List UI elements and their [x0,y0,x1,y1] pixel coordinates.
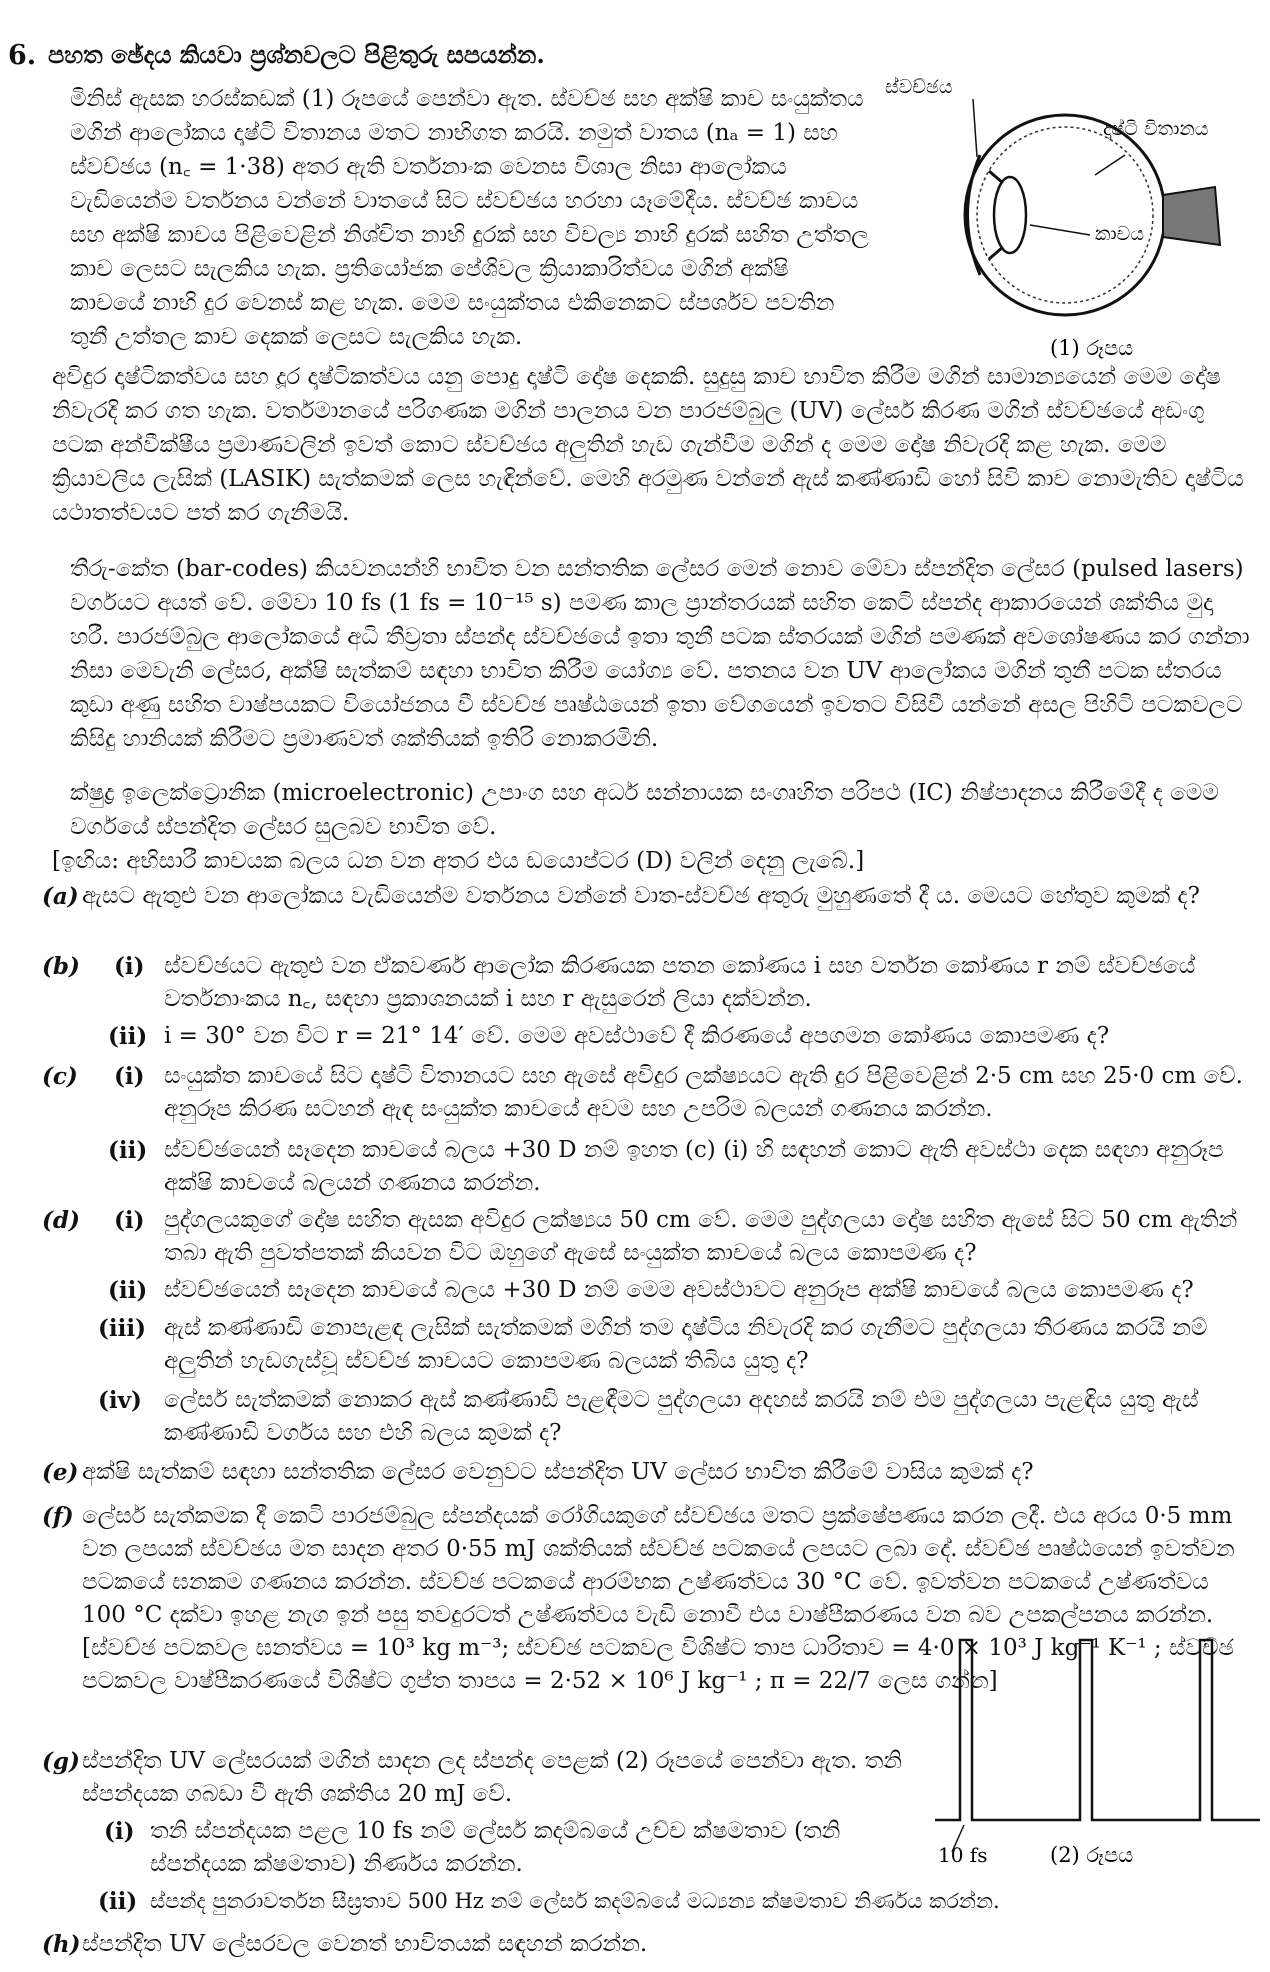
part-b-ii-label: (ii) [108,1023,148,1050]
pointer-retina [1095,155,1125,175]
optic-nerve [1163,187,1220,245]
part-h [42,1928,1257,1962]
pulse-width-label: 10 fs [938,1843,988,1865]
part-g-i-label: (i) [104,1818,135,1845]
part-b [42,950,1257,1050]
part-f-text: ලේසර් සැත්කමක දී කෙටි පාරජම්බුල ස්පන්දයක් රෝගියකුගේ ස්වච්ඡය මතට ප්‍රක්ෂේපණය කරන ලදී. එය අරය 0·5 mm වන ලපයක් ස්වච්ඡය මත සාදන අතර 0·55 mJ ශක්තියක් ස්වච්ඡ පටකයේ ලපයට ලබා දේ. ස්වච්ඡ පෘෂ්ඨයෙන් ඉවත්වන පටකයේ ඝනකම ගණනය කරන්න. ස්වච්ඡ පටකයේ ආරම්භක උෂ්ණත්වය 30 °C වේ. ඉවත්වන පටකයේ උෂ්ණත්වය 100 °C දක්වා ඉහළ නැග ඉන් පසු තවදුරටත් උෂ්ණත්වය වැඩි නොවී එය වාෂ්පීකරණය වන බව උපකල්පනය කරන්න. [ස්වච්ඡ පටකවල ඝනත්වය = 10³ kg m⁻³; ස්වච්ඡ පටකවල විශිෂ්ට තාප ධාරිතාව = 4·0 × 10³ J kg⁻¹ K⁻¹ ; ස්වච්ඡ පටකවල වාෂ්පීකරණයේ විශිෂ්ට ගුප්ත තාපය = 2·52 × 10⁶ J kg⁻¹ ; π = 22/7 ලෙස ගන්න] [82,1503,1235,1694]
part-g-label: (g) [42,1748,80,1775]
part-d-ii-label: (ii) [108,1277,148,1304]
part-d-label: (d) [42,1207,80,1234]
label-cornea: ස්වච්ඡය [885,76,953,98]
part-c-label: (c) [42,1063,78,1090]
question-title: පහත ඡේදය කියවා ප්‍රශ්නවලට පිළිතුරු සපයන්න. [48,40,545,69]
microelectronics-paragraph: ක්ෂුද්‍ර ඉලෙක්ට්‍රොනික (microelectronic) උපාංග සහ අර්ධ සන්නායක සංගෘහිත පරිපථ (IC) නිෂ්පාදනය කිරීමේදී ද මෙම වර්ගයේ ස්පන්දිත ලේසර සුලබව භාවිත වේ. [70,780,1219,840]
pointer-cornea [973,99,977,157]
part-g-ii-label: (ii) [98,1888,138,1915]
part-c-ii-text: ස්වච්ඡයෙන් සෑදෙන කාචයේ බලය +30 D නම් ඉහත (c) (i) හි සඳහන් කොට ඇති අවස්ථා දෙක සඳහා අනුරූප අක්ෂි කාචයේ බලයන් ගණනය කරන්න. [164,1137,1224,1196]
part-f-label: (f) [42,1503,74,1530]
part-e-label: (e) [42,1459,79,1486]
part-b-i-label: (i) [114,953,145,980]
pulse-train-line [935,1640,1260,1820]
part-d-i-label: (i) [114,1207,145,1234]
eye-figure [885,75,1265,365]
question-number: 6. [8,40,37,71]
part-c-i-text: සංයුක්ත කාචයේ සිට දෘෂ්ටි විතානයට සහ ඇසේ අවිදුර ලක්ෂ්‍යයට ඇති දුර පිළිවෙළින් 2·5 cm සහ 25·0 cm වේ. අනුරූප කිරණ සටහන් ඇඳ සංයුක්ත කාචයේ අවම සහ උපරිම බලයන් ගණනය කරන්න. [164,1063,1243,1122]
part-b-i-text: ස්වච්ඡයට ඇතුළු වන ඒකවර්ණ ආලෝක කිරණයක පතන කෝණය i සහ වර්තන කෝණය r නම් ස්වච්ඡයේ වර්තනාංකය n꜀, සඳහා ප්‍රකාශනයක් i සහ r ඇසුරෙන් ලියා දක්වන්න. [164,953,1196,1012]
intro-paragraph: මිනිස් ඇසක හරස්කඩක් (1) රූපයේ පෙන්වා ඇත. ස්වච්ඡ සහ අක්ෂි කාච සංයුක්තය මගින් ආලෝකය දෘෂ්ටි විතානය මතට නාභිගත කරයි. නමුත් වාතය (nₐ = 1) සහ ස්වච්ඡය (n꜀ = 1·38) අතර ඇති වර්තනාංක වෙනස විශාල නිසා ආලෝකය වැඩියෙන්ම වර්තනය වන්නේ වාතයේ සිට ස්වච්ඡය හරහා යෑමේදීය. ස්වච්ඡ කාචය සහ අක්ෂි කාචය පිළිවෙළින් නිශ්චිත නාභි දුරක් සහ විචල්‍ය නාභි දුරක් සහිත උත්තල කාච ලෙසට සැලකිය හැක. ප්‍රතියෝජක පේශිවල ක්‍රියාකාරිත්වය මගින් අක්ෂි කාචයේ නාභි දුර වෙනස් කළ හැක. මෙම සංයුක්තය එකිනෙකට ස්පර්ශව පවතින තුනී උත්තල කාච දෙකක් ලෙසට සැලකිය හැක. [70,86,869,350]
figure2-caption: (2) රූපය [1050,1843,1134,1865]
part-b-label: (b) [42,953,80,980]
part-d-i-text: පුද්ගලයකුගේ දෝෂ සහිත ඇසක අවිදුර ලක්ෂ්‍යය 50 cm වේ. මෙම පුද්ගලයා දෝෂ සහිත ඇසේ සිට 50 cm ඇතින් තබා ඇති පුවත්පතක් කියවන විට ඔහුගේ ඇසේ සංයුක්ත කාචයේ බලය කොපමණ ද? [164,1207,1238,1266]
barcodes-paragraph: තීරු-කේත (bar-codes) කියවනයන්හි භාවිත වන සන්තතික ලේසර මෙන් නොව මේවා ස්පන්දිත ලේසර (pulsed lasers) වර්ගයට අයත් වේ. මේවා 10 fs (1 fs = 10⁻¹⁵ s) පමණ කාල ප්‍රාන්තරයක් සහිත කෙටි ස්පන්ද ආකාරයෙන් ශක්තිය මුදා හරී. පාරජම්බුල ආලෝකයේ අධි තීව්‍රතා ස්පන්ද ස්වච්ඡයේ ඉතා තුනී පටක ස්තරයක් මගින් පමණක් අවශෝෂණය කර ගන්නා නිසා මෙවැනි ලේසර, අක්ෂි සැත්කම් සඳහා භාවිත කිරීම යෝග්‍ය වේ. පතනය වන UV ආලෝකය මගින් තුනී පටක ස්තරය කුඩා අණු සහිත වාෂ්පයකට වියෝජනය වී ස්වච්ඡ පෘෂ්ඨයෙන් ඉතා වේගයෙන් ඉවතට විසිවී යන්නේ අසල පිහිටි පටකවලට කිසිදු හානියක් කිරීමට ප්‍රමාණවත් ශක්තියක් ඉතිරි නොකරමිනි. [70,556,1250,752]
label-retina: දෘෂ්ටි විතානය [1103,118,1209,140]
part-d-iii-text: ඇස් කණ්ණාඩි නොපැළඳ ලැසික් සැත්කමක් මගින් තම දෘෂ්ටිය නිවැරදි කර ගැනීමට පුද්ගලයා තීරණය කරයි නම් අලුතින් හැඩගැස්වූ ස්වච්ඡ කාචයට කොපමණ බලයක් තිබිය යුතු ද? [164,1315,1208,1374]
label-lens: කාචය [1095,223,1145,245]
part-a-text: ඇසට ඇතුළු වන ආලෝකය වැඩියෙන්ම වර්තනය වන්නේ වාත-ස්වච්ඡ අතුරු මුහුණතේ දී ය. මෙයට හේතුව කුමක් ද? [82,883,1200,909]
part-c [42,1060,1257,1210]
part-h-text: ස්පන්දිත UV ලේසරවල වෙනත් භාවිතයක් සඳහන් කරන්න. [82,1931,648,1957]
eye-diagram [885,75,1265,365]
part-g-ii-text: ස්පන්ද පුනරාවර්තන සීඝ්‍රතාව 500 Hz නම් ලේසර් කදම්බයේ මධ්‍යන්‍ය ක්ෂමතාව නිර්ණය කරන්න. [150,1889,1000,1913]
part-g-text: ස්පන්දිත UV ලේසරයක් මගින් සාදන ලද ස්පන්ද පෙළක් (2) රූපයේ පෙන්වා ඇත. තනි ස්පන්දයක ගබඩා වී ඇති ශක්තිය 20 mJ වේ. [82,1748,902,1807]
lens-shape [994,177,1026,253]
part-d-ii-text: ස්වච්ඡයෙන් සෑදෙන කාචයේ බලය +30 D නම් මෙම අවස්ථාවට අනුරූප අක්ෂි කාචයේ බලය කොපමණ ද? [164,1277,1194,1303]
pointer-lens [1030,225,1090,235]
pulse-figure [930,1620,1265,1865]
part-a [42,880,1257,950]
part-c-i-label: (i) [114,1063,145,1090]
defects-paragraph: අවිදුර දෘෂ්ටිකත්වය සහ දූර දෘෂ්ටිකත්වය යනු පොදු දෘෂ්ටි දෝෂ දෙකකි. සුදුසු කාච භාවිත කිරීම මගින් සාමාන්‍යයෙන් මෙම දෝෂ නිවැරදි කර ගත හැක. වර්තමානයේ පරිගණක මගින් පාලනය වන පාරජම්බුල (UV) ලේසර් කිරණ මගින් ස්වච්ඡයේ අඩංගු පටක අන්වීක්ෂීය ප්‍රමාණවලින් ඉවත් කොට ස්වච්ඡය අලුතින් හැඩ ගැන්වීම මගින් ද මෙම දෝෂ නිවැරදි කළ හැක. මෙම ක්‍රියාවලිය ලැසික් (LASIK) සැත්කමක් ලෙස හැඳින්වේ. මෙහි අරමුණ වන්නේ ඇස් කණ්ණාඩි හෝ සිවි කාච නොමැතිව දෘෂ්ටිය යථාතත්වයට පත් කර ගැනීමයි. [52,364,1244,526]
figure1-caption: (1) රූපය [1050,336,1134,360]
part-c-ii-label: (ii) [108,1137,148,1164]
part-d-iii-label: (iii) [98,1315,146,1342]
part-e [42,1456,1257,1492]
eye-inner-wall [977,127,1153,303]
part-b-ii-text: i = 30° වන විට r = 21° 14′ වේ. මෙම අවස්ථාවේ දී කිරණයේ අපගමන කෝණය කොපමණ ද? [164,1023,1110,1049]
part-a-label: (a) [42,883,79,910]
part-e-text: අක්ෂි සැත්කම් සඳහා සන්තතික ලේසර වෙනුවට ස්පන්දිත UV ලේසර භාවිත කිරීමේ වාසිය කුමක් ද? [82,1459,1034,1485]
hint-text: [ඉඟිය: අභිසාරී කාචයක බලය ධන වන අතර එය ඩයොප්ටර (D) වලින් දෙනු ලැබේ.] [52,848,865,874]
part-d-iv-text: ලේසර් සැත්කමක් නොකර ඇස් කණ්ණාඩි පැළඳීමට පුද්ගලයා අදහස් කරයි නම් එම පුද්ගලයා පැළඳිය යුතු ඇස් කණ්ණාඩි වර්ගය සහ එහි බලය කුමක් ද? [164,1387,1199,1446]
cornea-bulge [968,155,981,275]
part-d [42,1204,1257,1464]
part-d-iv-label: (iv) [98,1387,142,1414]
part-g-i-text: තනි ස්පන්දයක පළල 10 fs නම් ලේසර් කදම්බයේ උච්ච ක්ෂමතාව (තනි ස්පන්දයක ක්ෂමතාව) නිර්ණය කරන්න. [150,1818,841,1877]
part-h-label: (h) [42,1931,81,1958]
pulse-train-diagram [930,1620,1265,1865]
